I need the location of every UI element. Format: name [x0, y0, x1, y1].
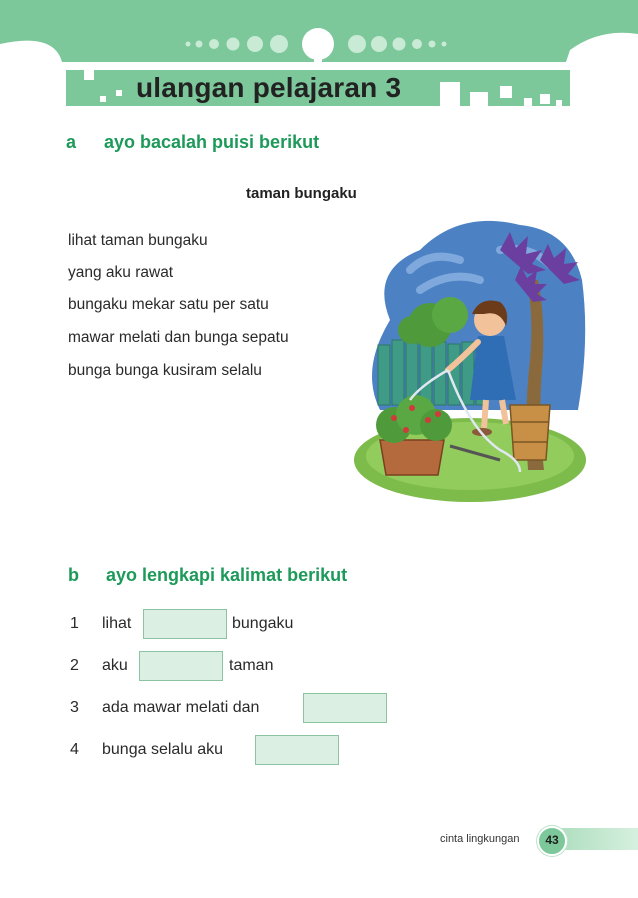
title-bar-square: [500, 86, 512, 98]
answer-blank-2[interactable]: [139, 651, 223, 681]
exercise-text-after: bungaku: [232, 615, 294, 632]
poem-line: lihat taman bungaku: [68, 232, 208, 249]
title-bar-square: [556, 100, 562, 106]
exercise-text-before: lihat: [102, 615, 132, 632]
section-b-title: ayo lengkapi kalimat berikut: [106, 565, 348, 585]
title-bar-square: [470, 92, 488, 106]
title-bar-square: [84, 70, 94, 80]
answer-blank-4[interactable]: [255, 735, 339, 765]
section-a-title: ayo bacalah puisi berikut: [104, 132, 320, 152]
lesson-title: ulangan pelajaran 3: [136, 72, 402, 103]
page-number: 43: [545, 833, 559, 847]
exercise-number: 1: [70, 615, 79, 632]
exercise-number: 2: [70, 657, 79, 674]
poem-line: yang aku rawat: [68, 264, 174, 281]
exercise-text-after: taman: [229, 657, 274, 674]
poem-line: bungaku mekar satu per satu: [68, 296, 269, 313]
title-bar-square: [116, 90, 122, 96]
garden-illustration: [350, 210, 590, 510]
title-bar-square: [100, 96, 106, 102]
answer-blank-1[interactable]: [143, 609, 227, 639]
answer-blank-3[interactable]: [303, 693, 387, 723]
exercise-text-before: aku: [102, 657, 128, 674]
exercise-text-before: bunga selalu aku: [102, 741, 223, 758]
poem-title: taman bungaku: [246, 185, 357, 202]
exercise-text-before: ada mawar melati dan: [102, 699, 260, 716]
title-bar-square: [524, 98, 532, 106]
title-bar-square: [440, 82, 460, 106]
section-a-letter: a: [66, 132, 77, 152]
poem-line: mawar melati dan bunga sepatu: [68, 329, 289, 346]
header-band: [0, 0, 638, 70]
title-bar-square: [540, 94, 550, 104]
exercise-number: 4: [70, 741, 79, 758]
poem-line: bunga bunga kusiram selalu: [68, 362, 262, 379]
footer-book-title: cinta lingkungan: [440, 833, 520, 845]
exercise-number: 3: [70, 699, 79, 716]
section-b-letter: b: [68, 565, 79, 585]
